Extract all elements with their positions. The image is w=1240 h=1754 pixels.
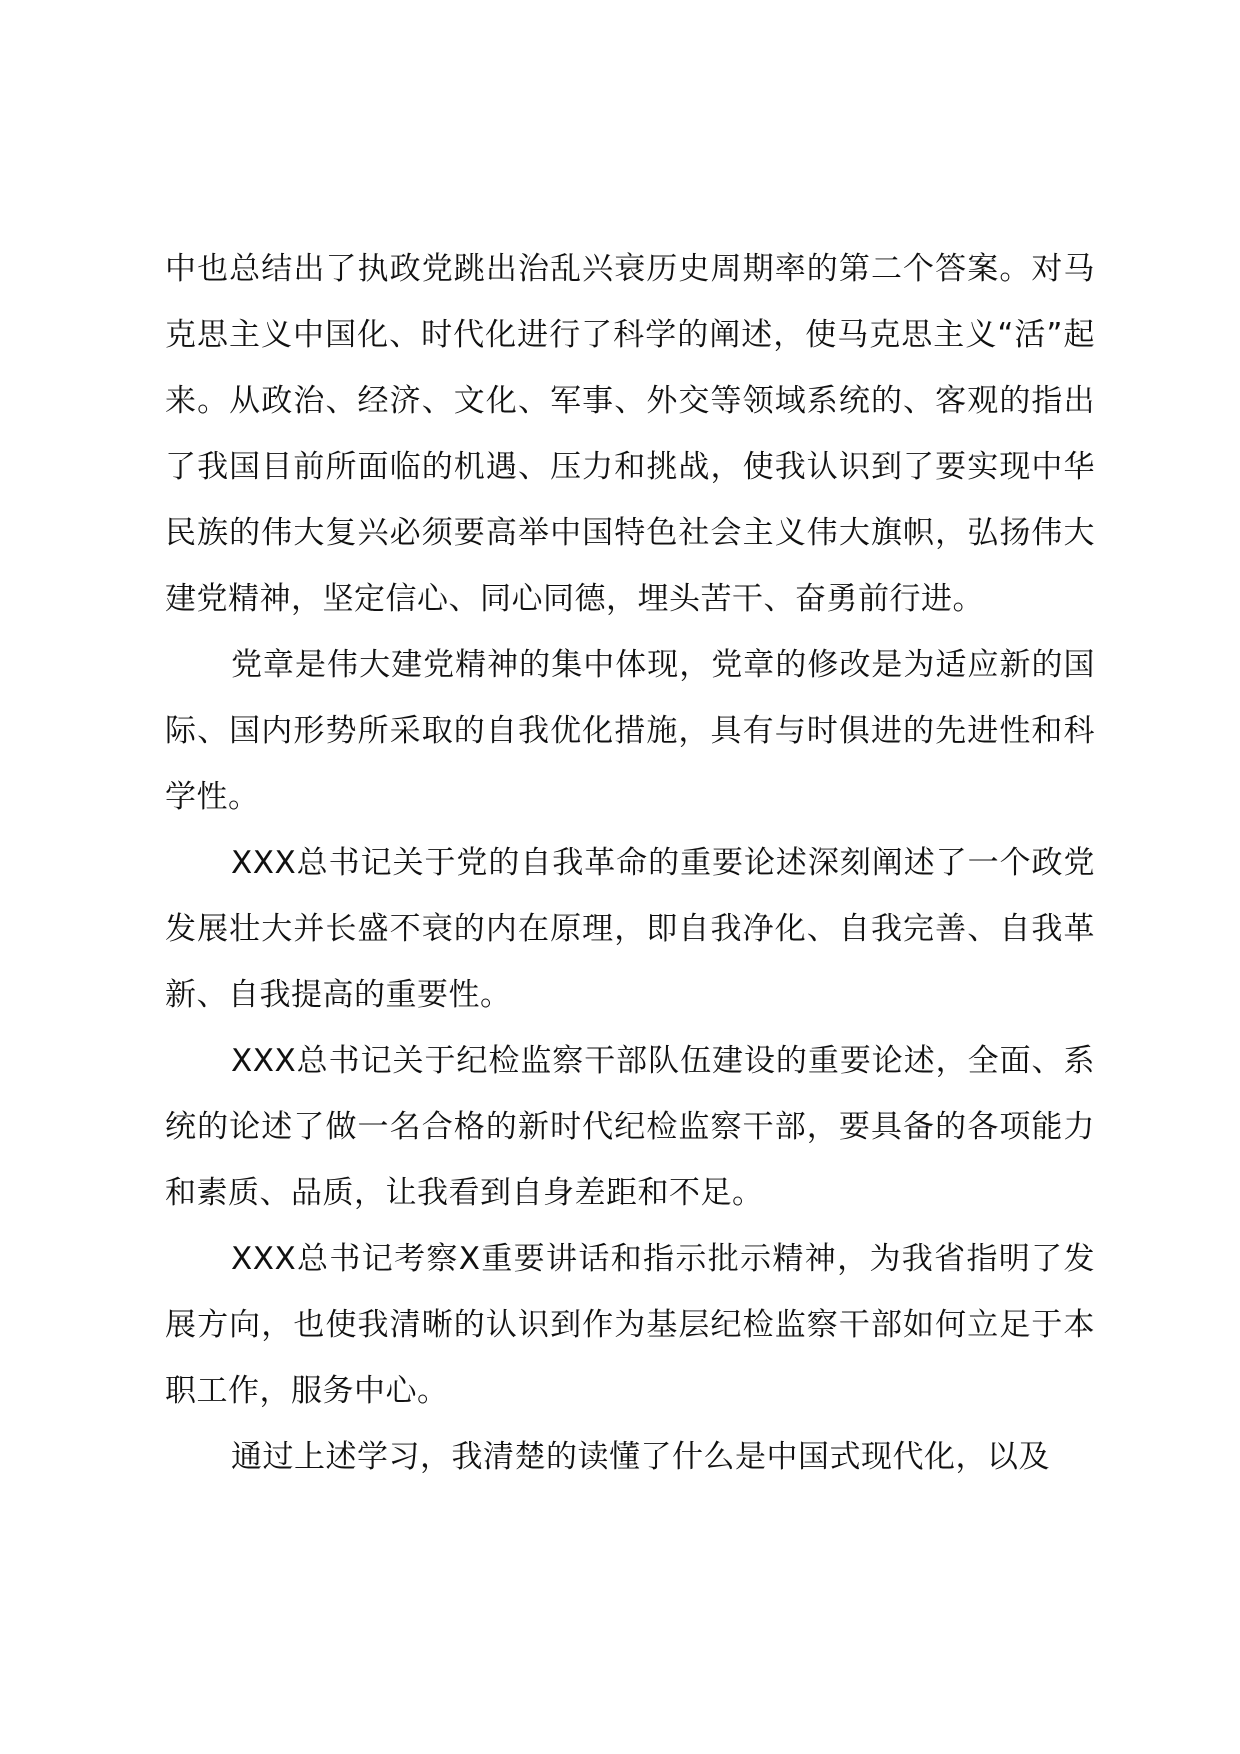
document-body — [165, 236, 1095, 1490]
paragraph-inspection-speech: XXX总书记考察X重要讲话和指示批示精神，为我省指明了发展方向，也使我清晰的认识到作为基层纪检监察干部如何立足于本职工作，服务中心。 — [165, 1241, 1095, 1409]
paragraph-study-summary: 通过上述学习，我清楚的读懂了什么是中国式现代化，以及 — [231, 1439, 1050, 1475]
paragraph-discipline-cadres: XXX总书记关于纪检监察干部队伍建设的重要论述，全面、系统的论述了做一名合格的新时代纪检监察干部，要具备的各项能力和素质、品质，让我看到自身差距和不足。 — [165, 1043, 1095, 1211]
paragraph-self-revolution: XXX总书记关于党的自我革命的重要论述深刻阐述了一个政党发展壮大并长盛不衰的内在原理，即自我净化、自我完善、自我革新、自我提高的重要性。 — [165, 845, 1095, 1013]
paragraph-party-constitution: 党章是伟大建党精神的集中体现，党章的修改是为适应新的国际、国内形势所采取的自我优化措施，具有与时俱进的先进性和科学性。 — [165, 647, 1095, 815]
paragraph-continuation: 中也总结出了执政党跳出治乱兴衰历史周期率的第二个答案。对马克思主义中国化、时代化进行了科学的阐述，使马克思主义“活”起来。从政治、经济、文化、军事、外交等领域系统的、客观的指出了我国目前所面临的机遇、压力和挑战，使我认识到了要实现中华民族的伟大复兴必须要高举中国特色社会主义伟大旗帜，弘扬伟大建党精神，坚定信心、同心同德，埋头苦干、奋勇前行进。 — [165, 251, 1095, 617]
